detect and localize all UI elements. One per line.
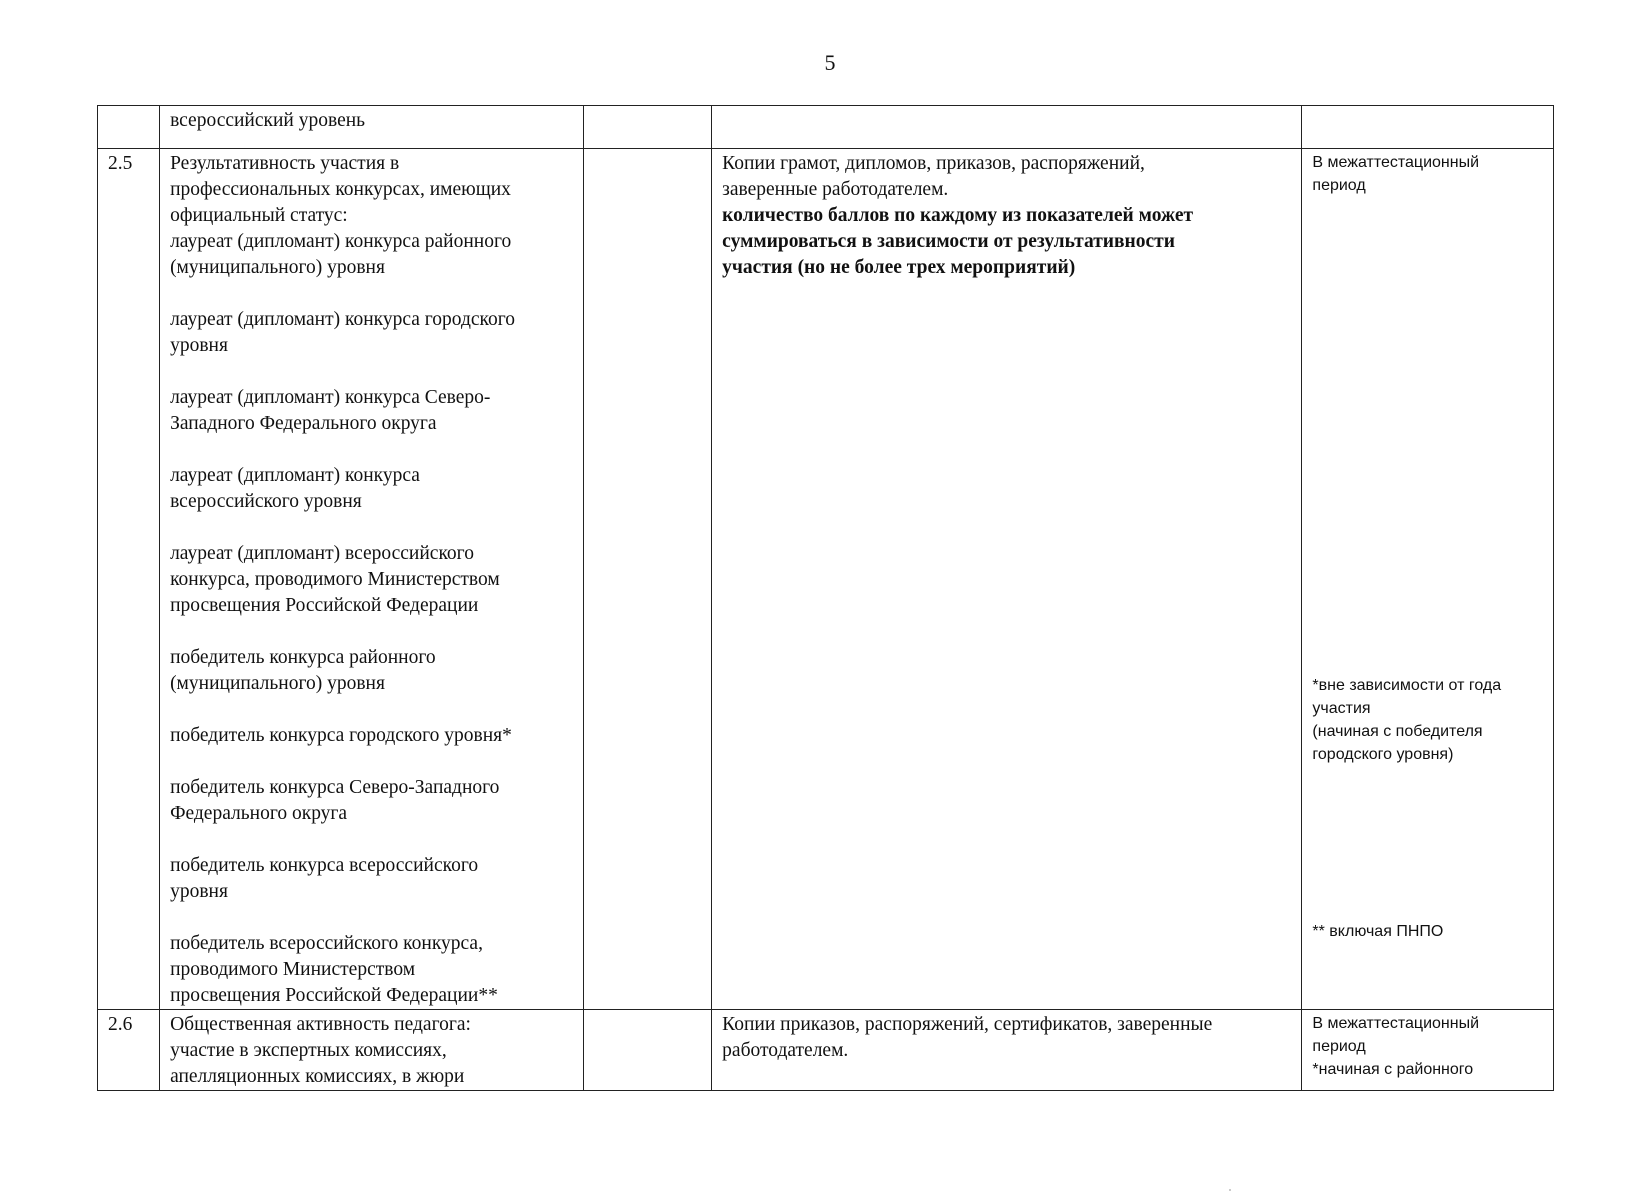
list-item — [170, 723, 573, 749]
cell-docs — [712, 1010, 1302, 1091]
text-line: уровня — [170, 881, 228, 902]
text-line: период — [1312, 177, 1366, 194]
text-line: проводимого Министерством — [170, 959, 416, 980]
list-item — [170, 229, 573, 281]
text-line: участия — [1312, 700, 1371, 717]
list-item — [170, 307, 573, 359]
period-note — [1312, 151, 1543, 197]
list-item — [170, 463, 573, 515]
scan-speck — [1229, 1189, 1231, 1191]
text-line: Результативность участия в — [170, 153, 400, 174]
text-line: (начиная с победителя — [1312, 723, 1483, 740]
text-line: лауреат (дипломант) конкурса городского — [170, 309, 516, 330]
text-line: *начиная с районного — [1312, 1061, 1474, 1078]
table-row-2-6 — [98, 1010, 1554, 1091]
text-line: ** включая ПНПО — [1312, 923, 1444, 940]
cell-score — [583, 106, 712, 149]
text-line: апелляционных комиссиях, в жюри — [170, 1066, 465, 1087]
text-line: (муниципального) уровня — [170, 257, 385, 278]
text-line: победитель конкурса районного — [170, 647, 436, 668]
list-item — [170, 775, 573, 827]
page-number: 5 — [824, 50, 836, 75]
cell-num — [98, 106, 160, 149]
list-item — [170, 853, 573, 905]
text-line: (муниципального) уровня — [170, 673, 385, 694]
text-line: конкурса, проводимого Министерством — [170, 569, 500, 590]
cell-period — [1302, 149, 1554, 1010]
period-note — [1312, 1012, 1543, 1081]
cell-indicator — [160, 106, 584, 149]
table-row-continuation — [98, 106, 1554, 149]
text-line: победитель конкурса Северо-Западного — [170, 777, 500, 798]
pnpo-footnote — [1312, 920, 1443, 943]
text-line: победитель конкурса всероссийского — [170, 855, 479, 876]
indicator-intro — [170, 151, 573, 229]
text-line: городского уровня) — [1312, 746, 1454, 763]
text-line-bold: количество баллов по каждому из показателей может — [722, 205, 1194, 226]
winner-footnote — [1312, 674, 1501, 766]
list-item — [170, 931, 573, 1009]
cell-period — [1302, 106, 1554, 149]
text-line: Общественная активность педагога: — [170, 1014, 471, 1035]
text-line: просвещения Российской Федерации — [170, 595, 479, 616]
text-line: В межаттестационный — [1312, 154, 1480, 171]
text-line: уровня — [170, 335, 228, 356]
cell-score — [583, 1010, 712, 1091]
cell-docs — [712, 149, 1302, 1010]
indicator-text: всероссийский уровень — [170, 110, 366, 131]
cell-num — [98, 149, 160, 1010]
text-line: Федерального округа — [170, 803, 348, 824]
text-line: лауреат (дипломант) конкурса районного — [170, 231, 512, 252]
text-line: лауреат (дипломант) конкурса Северо- — [170, 387, 491, 408]
text-line: период — [1312, 1038, 1366, 1055]
list-item — [170, 541, 573, 619]
text-line: лауреат (дипломант) всероссийского — [170, 543, 474, 564]
cell-indicator — [160, 149, 584, 1010]
criteria-table — [97, 105, 1554, 1091]
text-line-bold: суммироваться в зависимости от результативности — [722, 231, 1175, 252]
text-line-bold: участия (но не более трех мероприятий) — [722, 257, 1076, 278]
cell-docs — [712, 106, 1302, 149]
text-line: Копии приказов, распоряжений, сертификатов, заверенные — [722, 1014, 1213, 1035]
text-line: профессиональных конкурсах, имеющих — [170, 179, 511, 200]
text-line: Западного Федерального округа — [170, 413, 437, 434]
cell-num — [98, 1010, 160, 1091]
text-line: *вне зависимости от года — [1312, 677, 1502, 694]
row-number: 2.6 — [108, 1014, 133, 1035]
text-line: Копии грамот, дипломов, приказов, распоряжений, — [722, 153, 1145, 174]
cell-score — [583, 149, 712, 1010]
text-line: работодателем. — [722, 1040, 849, 1061]
list-item — [170, 385, 573, 437]
text-line: всероссийского уровня — [170, 491, 362, 512]
list-item — [170, 645, 573, 697]
table-row-2-5 — [98, 149, 1554, 1010]
cell-period — [1302, 1010, 1554, 1091]
text-line: победитель конкурса городского уровня* — [170, 725, 512, 746]
text-line: В межаттестационный — [1312, 1015, 1480, 1032]
text-line: лауреат (дипломант) конкурса — [170, 465, 420, 486]
row-number: 2.5 — [108, 153, 133, 174]
text-line: победитель всероссийского конкурса, — [170, 933, 483, 954]
text-line: просвещения Российской Федерации** — [170, 985, 498, 1006]
text-line: официальный статус: — [170, 205, 348, 226]
text-line: участие в экспертных комиссиях, — [170, 1040, 447, 1061]
cell-indicator — [160, 1010, 584, 1091]
text-line: заверенные работодателем. — [722, 179, 949, 200]
